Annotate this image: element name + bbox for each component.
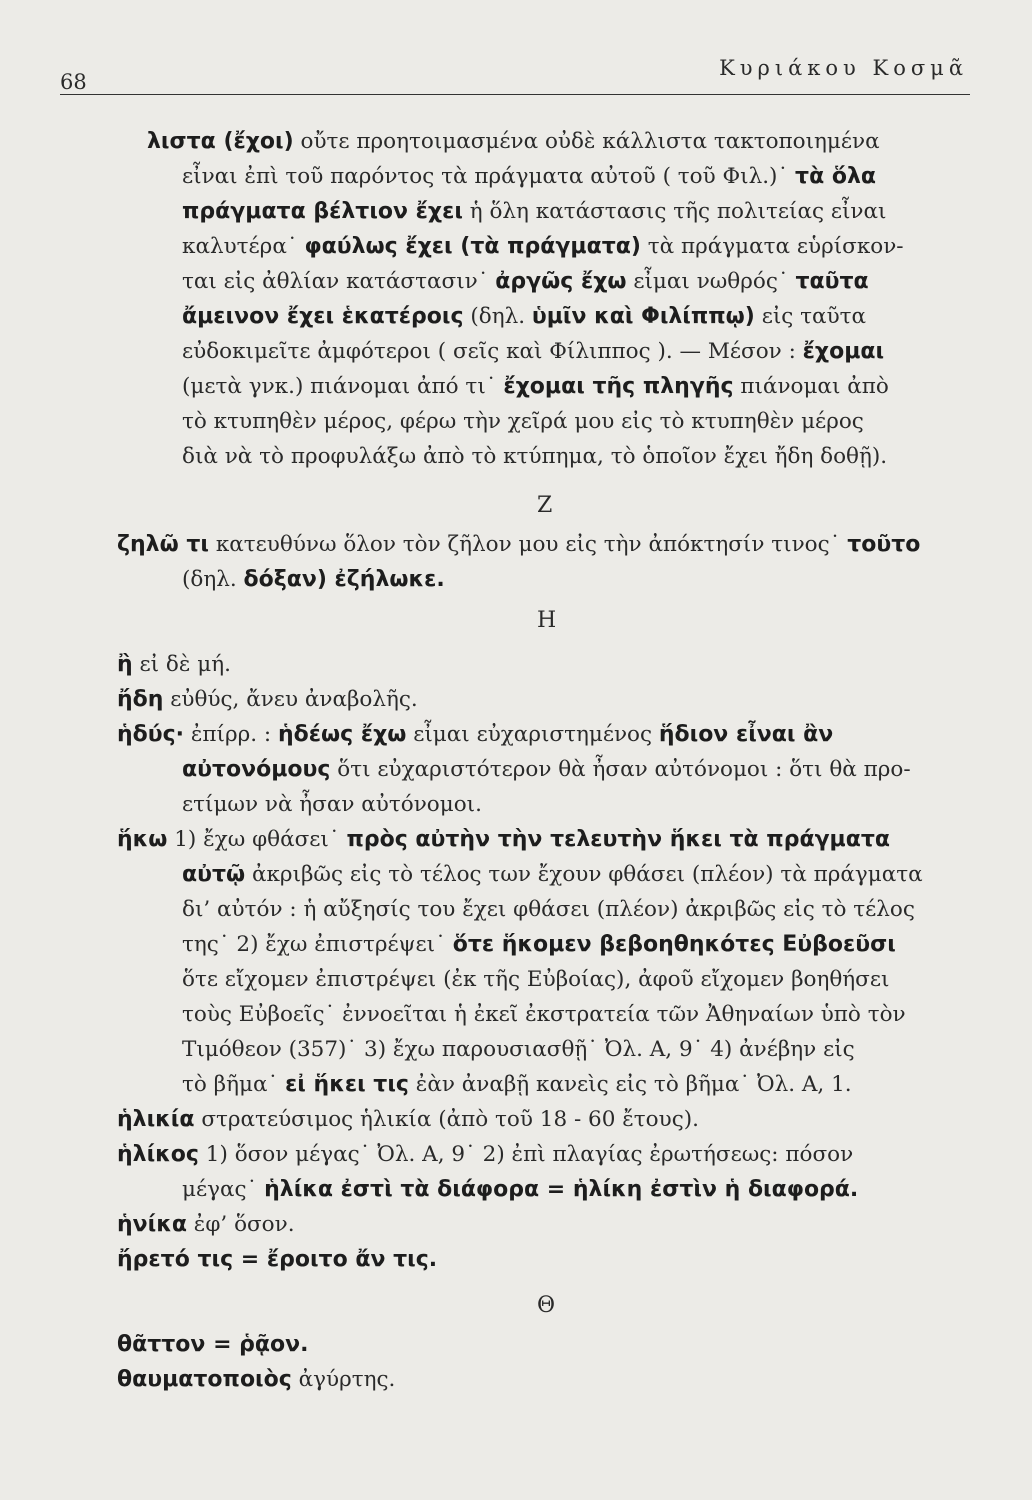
text-line xyxy=(117,825,992,855)
gloss-text: ἐφ’ ὅσον. xyxy=(186,1212,295,1237)
headword: ἥκω xyxy=(117,827,168,852)
text-line xyxy=(182,790,992,820)
headword: εἰ ἥκει τις xyxy=(285,1072,409,1097)
headword: ζηλῶ τι xyxy=(117,532,209,557)
gloss-text: εὐθύς, ἄνευ ἀναβολῆς. xyxy=(163,687,418,712)
headword: λιστα (ἔχοι) xyxy=(147,129,294,154)
headword: ἤρετό τις = ἔροιτο ἄν τις. xyxy=(117,1247,438,1272)
text-line xyxy=(182,302,992,332)
text-line xyxy=(117,1245,992,1275)
text-line xyxy=(182,162,992,192)
headword: αὐτῷ xyxy=(182,862,246,887)
gloss-text: εἶμαι εὐχαριστημένος xyxy=(406,722,659,747)
headword: θαυματοποιὸς xyxy=(117,1367,292,1392)
gloss-text: (μετὰ γνκ.) πιάνομαι ἀπό τι˙ xyxy=(182,374,504,399)
gloss-text: ἡ ὅλη κατάστασις τῆς πολιτείας εἶναι xyxy=(462,199,887,224)
gloss-text: διὰ νὰ τὸ προφυλάξω ἀπὸ τὸ κτύπημα, τὸ ὁποῖον ἔχει ἤδη δοθῇ). xyxy=(182,444,888,469)
running-title: Κυριάκου Κοσμᾶ xyxy=(719,56,968,80)
gloss-text: τοὺς Εὐβοεῖς˙ ἐννοεῖται ἡ ἐκεῖ ἐκστρατεία τῶν Ἀθηναίων ὑπὸ τὸν xyxy=(182,1002,906,1027)
headword: ἄμεινον ἔχει ἑκατέροις xyxy=(182,304,464,329)
headword: ἤδη xyxy=(117,687,164,712)
gloss-text: ἀκριβῶς εἰς τὸ τέλος των ἔχουν φθάσει (πλέον) τὰ πράγματα xyxy=(245,862,923,887)
headword: τὰ ὅλα xyxy=(795,164,876,189)
text-line xyxy=(182,232,992,262)
headword: ἡλίκος xyxy=(117,1142,199,1167)
gloss-text: (δηλ. xyxy=(463,304,532,329)
gloss-text: τὰ πράγματα εὑρίσκον- xyxy=(640,234,904,259)
text-line xyxy=(117,650,992,680)
text-line xyxy=(182,895,992,925)
text-line xyxy=(117,685,992,715)
text-line xyxy=(182,755,992,785)
header-rule xyxy=(60,94,970,95)
headword: ἔχομαι τῆς πληγῆς xyxy=(503,374,734,399)
text-line xyxy=(182,337,992,367)
headword: ὑμῖν καὶ Φιλίππῳ) xyxy=(531,304,755,329)
gloss-text: δι’ αὐτόν : ἡ αὔξησίς του ἔχει φθάσει (πλέον) ἀκριβῶς εἰς τὸ τέλος xyxy=(182,897,915,922)
section-letter: Θ xyxy=(537,1293,556,1318)
gloss-text: μέγας˙ xyxy=(182,1177,265,1202)
gloss-text: ετίμων νὰ ἦσαν αὐτόνομοι. xyxy=(182,792,482,817)
section-letter: Ζ xyxy=(537,493,553,518)
text-line xyxy=(117,1210,992,1240)
gloss-text: 1) ἔχω φθάσει˙ xyxy=(167,827,347,852)
text-line xyxy=(182,197,992,227)
gloss-text: εὐδοκιμεῖτε ἀμφότεροι ( σεῖς καὶ Φίλιππος ). — Μέσον : xyxy=(182,339,803,364)
headword: ἀργῶς ἔχω xyxy=(495,269,627,294)
gloss-text: στρατεύσιμος ἡλικία (ἀπὸ τοῦ 18 - 60 ἔτους). xyxy=(194,1107,699,1132)
headword: θᾶττον = ῥᾷον. xyxy=(117,1332,309,1357)
gloss-text: 1) ὅσον μέγας˙ Ὀλ. Α, 9˙ 2) ἐπὶ πλαγίας ἐρωτήσεως: πόσον xyxy=(198,1142,854,1167)
text-line xyxy=(182,267,992,297)
gloss-text: ται εἰς ἀθλίαν κατάστασιν˙ xyxy=(182,269,496,294)
section-letter: Η xyxy=(537,608,557,633)
text-line xyxy=(182,565,992,595)
text-line xyxy=(182,407,992,437)
gloss-text: τὸ κτυπηθὲν μέρος, φέρω τὴν χεῖρά μου εἰς τὸ κτυπηθὲν μέρος xyxy=(182,409,864,434)
text-line xyxy=(182,442,992,472)
headword: τοῦτο xyxy=(847,532,921,557)
gloss-text: τὸ βῆμα˙ xyxy=(182,1072,286,1097)
text-line xyxy=(117,1365,992,1395)
text-line xyxy=(182,1175,992,1205)
gloss-text: εἶμαι νωθρός˙ xyxy=(626,269,796,294)
gloss-text: εἶναι ἐπὶ τοῦ παρόντος τὰ πράγματα αὐτοῦ ( τοῦ Φιλ.)˙ xyxy=(182,164,796,189)
text-line xyxy=(182,1000,992,1030)
text-line xyxy=(182,1070,992,1100)
headword: ἥδιον εἶναι ἂν xyxy=(658,722,834,747)
gloss-text: Τιμόθεον (357)˙ 3) ἔχω παρουσιασθῇ˙ Ὀλ. Α, 9˙ 4) ἀνέβην εἰς xyxy=(182,1037,855,1062)
headword: ταῦτα xyxy=(795,269,869,294)
gloss-text: πιάνομαι ἀπὸ xyxy=(733,374,889,399)
text-line xyxy=(182,860,992,890)
gloss-text: ἐὰν ἀναβῇ κανεὶς εἰς τὸ βῆμα˙ Ὀλ. Α, 1. xyxy=(408,1072,852,1097)
text-line xyxy=(117,530,992,560)
headword: ὅτε ἥκομεν βεβοηθηκότες Εὐβοεῦσι xyxy=(452,932,896,957)
headword: φαύλως ἔχει (τὰ πράγματα) xyxy=(304,234,641,259)
text-line xyxy=(182,1035,992,1065)
gloss-text: (δηλ. xyxy=(182,567,244,592)
headword: πράγματα βέλτιον ἔχει xyxy=(182,199,463,224)
headword: δόξαν) ἐζήλωκε. xyxy=(243,567,445,592)
headword: ἡλικία xyxy=(117,1107,195,1132)
gloss-text: οὔτε προητοιμασμένα οὐδὲ κάλλιστα τακτοποιημένα xyxy=(293,129,880,154)
gloss-text: ὅτι εὐχαριστότερον θὰ ἦσαν αὐτόνομοι : ὅτι θὰ προ- xyxy=(330,757,911,782)
text-line xyxy=(182,965,992,995)
text-line xyxy=(117,720,992,750)
headword: πρὸς αὐτὴν τὴν τελευτὴν ἥκει τὰ πράγματα xyxy=(346,827,891,852)
gloss-text: κατευθύνω ὅλον τὸν ζῆλον μου εἰς τὴν ἀπόκτησίν τινος˙ xyxy=(208,532,848,557)
headword: ἡλίκα ἐστὶ τὰ διάφορα = ἡλίκη ἐστὶν ἡ διαφορά. xyxy=(264,1177,859,1202)
gloss-text: καλυτέρα˙ xyxy=(182,234,305,259)
gloss-text: ὅτε εἴχομεν ἐπιστρέψει (ἐκ τῆς Εὐβοίας), ἀφοῦ εἴχομεν βοηθήσει xyxy=(182,967,890,992)
text-line xyxy=(117,1140,992,1170)
headword: αὐτονόμους xyxy=(182,757,331,782)
gloss-text: εἰ δὲ μή. xyxy=(132,652,231,677)
headword: ἡνίκα xyxy=(117,1212,187,1237)
page-number: 68 xyxy=(60,70,87,94)
headword: ἡδύς· xyxy=(117,722,185,747)
text-line xyxy=(117,1330,992,1360)
text-line xyxy=(182,372,992,402)
gloss-text: ἐπίρρ. : xyxy=(184,722,278,747)
text-line xyxy=(117,1105,992,1135)
text-line xyxy=(147,127,992,157)
text-line xyxy=(182,930,992,960)
headword: ἢ xyxy=(117,652,133,677)
headword: ἡδέως ἔχω xyxy=(278,722,407,747)
headword: ἔχομαι xyxy=(802,339,885,364)
gloss-text: ἀγύρτης. xyxy=(291,1367,396,1392)
gloss-text: εἰς ταῦτα xyxy=(754,304,867,329)
gloss-text: της˙ 2) ἔχω ἐπιστρέψει˙ xyxy=(182,932,453,957)
